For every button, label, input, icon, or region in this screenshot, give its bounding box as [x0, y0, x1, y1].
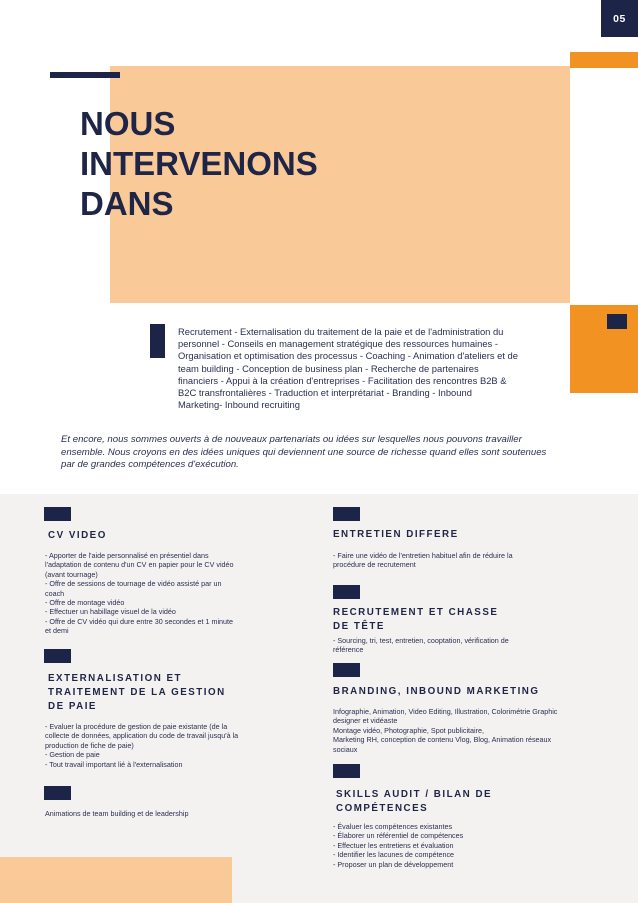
navy-marker-square: [607, 314, 627, 329]
entretien-body: - Faire une vidéo de l'entretien habituel afin de réduire la procédure de recrutement: [333, 551, 513, 570]
team-building-body: Animations de team building et de leadership: [45, 809, 189, 818]
recrutement-title: RECRUTEMENT ET CHASSE DE TÊTE: [333, 607, 499, 632]
entretien-title: ENTRETIEN DIFFERE: [333, 529, 459, 540]
orange-side-block: [570, 305, 638, 393]
entretien-tab: [333, 507, 360, 521]
recrutement-body: - Sourcing, tri, test, entretien, cooptation, vérification de référence: [333, 636, 509, 655]
skills-title: SKILLS AUDIT / BILAN DE COMPÉTENCES: [336, 789, 493, 814]
bottom-peach-block: [0, 857, 232, 903]
title-accent-bar: [50, 72, 120, 78]
openness-statement: Et encore, nous sommes ouverts à de nouveaux partenariats ou idées sur lesquelles nous pouvons travailler ensemble. Nous croyons en des idées uniques qui deviennent une source de richesse quand elles sont soutenues par de grandes compétences d'exécution.: [61, 434, 547, 471]
title-line-2: INTERVENONS: [80, 145, 318, 182]
recrutement-tab: [333, 585, 360, 599]
skills-tab: [333, 764, 360, 778]
services-intro-text: Recrutement - Externalisation du traitement de la paie et de l'administration du personnel - Conseils en management stratégique des ressources humaines - Organisation et optimisation des processus - Coaching - Animation d'ateliers et de team building - Conception de business plan - Recherche de partenaires financiers - Appui à la création d'entreprises - Facilitation des rencontres B2B & B2C transfrontalières - Traduction et interprétariat - Branding - Inbound Marketing- Inbound recruiting: [178, 326, 518, 411]
cv-video-tab: [44, 507, 71, 521]
externalisation-tab: [44, 649, 71, 663]
orange-side-block-top: [570, 52, 638, 68]
title-line-3: DANS: [80, 185, 174, 222]
branding-body: Infographie, Animation, Video Editing, Illustration, Colorimétrie Graphic designer et vidéaste Montage vidéo, Photographie, Spot publicitaire, Marketing RH, conception de contenu Vlog, Blog, Animation réseaux sociaux: [333, 707, 558, 754]
externalisation-body: - Evaluer la procédure de gestion de paie existante (de la collecte de données, application du code de travail jusqu'à la production de fiche de paie) - Gestion de paie - Tout travail important lié à l'externalisation: [45, 722, 239, 769]
intro-accent-bar: [150, 324, 165, 358]
externalisation-title: EXTERNALISATION ET TRAITEMENT DE LA GESTION DE PAIE: [48, 673, 226, 712]
page-number-badge: [601, 0, 638, 37]
branding-tab: [333, 663, 360, 677]
page-title: [80, 104, 318, 224]
team-building-tab: [44, 786, 71, 800]
title-line-1: NOUS: [80, 105, 176, 142]
skills-body: - Évaluer les compétences existantes - Élaborer un référentiel de compétences - Effectuer les entretiens et évaluation - Identifier les lacunes de compétence - Proposer un plan de développement: [333, 822, 464, 869]
page-number: 05: [613, 12, 626, 25]
branding-title: BRANDING, INBOUND MARKETING: [333, 686, 540, 697]
cv-video-body: - Apporter de l'aide personnalisé en présentiel dans l'adaptation de contenu d'un CV en papier pour le CV vidéo (avant tournage) - Offre de sessions de tournage de vidéo assisté par un coach - Offre de montage vidéo - Effectuer un habillage visuel de la vidéo - Offre de CV vidéo qui dure entre 30 secondes et 1 minute et demi: [45, 551, 234, 636]
cv-video-title: CV VIDEO: [48, 530, 107, 541]
